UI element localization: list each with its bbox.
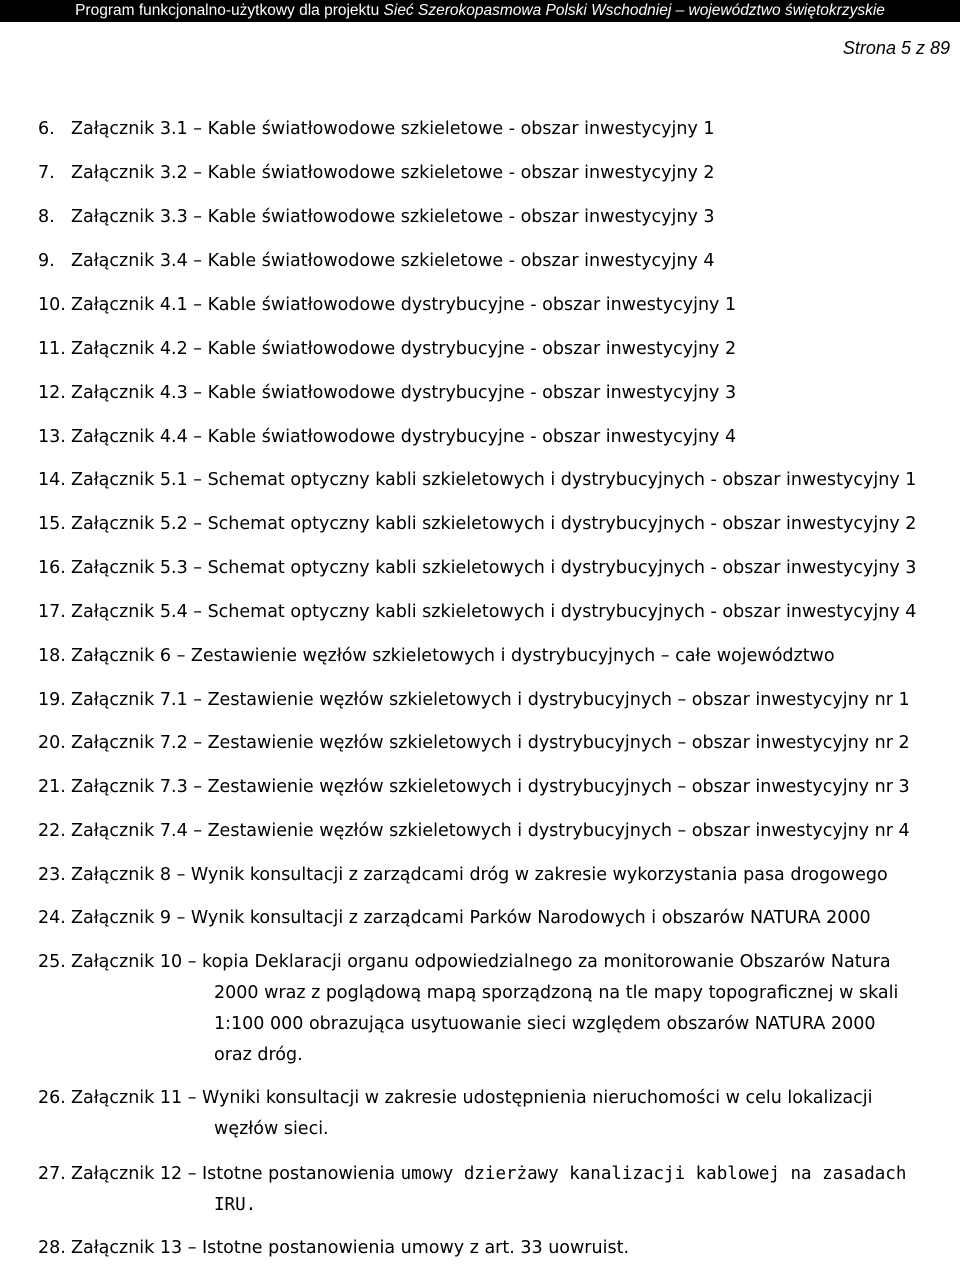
item-number: 9. (38, 251, 55, 271)
item-line: 2000 wraz z poglądową mapą sporządzoną na tle mapy topograficznej w skali (214, 983, 899, 1003)
page-number: Strona 5 z 89 (842, 38, 950, 58)
item-number: 10. (38, 295, 66, 315)
item-text: Załącznik 4.3 – Kable światłowodowe dystrybucyjne - obszar inwestycyjny 3 (71, 383, 737, 403)
item-number: 27. (38, 1164, 66, 1184)
item-text (71, 1159, 952, 1221)
item-number: 7. (38, 163, 55, 183)
item-text: Załącznik 4.4 – Kable światłowodowe dystrybucyjne - obszar inwestycyjny 4 (71, 427, 737, 447)
item-line (71, 1159, 952, 1190)
item-text: Załącznik 7.4 – Zestawienie węzłów szkieletowych i dystrybucyjnych – obszar inwestycyjny nr 4 (71, 821, 910, 841)
item-line: 1:100 000 obrazująca usytuowanie sieci względem obszarów NATURA 2000 (214, 1014, 876, 1034)
item-line: IRU. (214, 1195, 257, 1215)
item-text: Załącznik 13 – Istotne postanowienia umowy z art. 33 uowruist. (71, 1238, 630, 1258)
item-text: Załącznik 5.1 – Schemat optyczny kabli szkieletowych i dystrybucyjnych - obszar inwestycyjny 1 (71, 470, 917, 490)
item-line: Załącznik 10 – kopia Deklaracji organu odpowiedzialnego za monitorowanie Obszarów Natura (71, 952, 891, 972)
item-text: Załącznik 4.2 – Kable światłowodowe dystrybucyjne - obszar inwestycyjny 2 (71, 339, 737, 359)
item-number: 8. (38, 207, 55, 227)
item-number: 17. (38, 602, 66, 622)
item-number: 14. (38, 470, 66, 490)
item-lead: Załącznik 12 – Istotne postanowienia (71, 1164, 401, 1184)
item-text: Załącznik 7.3 – Zestawienie węzłów szkieletowych i dystrybucyjnych – obszar inwestycyjny nr 3 (71, 777, 910, 797)
item-text: Załącznik 4.1 – Kable światłowodowe dystrybucyjne - obszar inwestycyjny 1 (71, 295, 737, 315)
item-text: Załącznik 7.2 – Zestawienie węzłów szkieletowych i dystrybucyjnych – obszar inwestycyjny nr 2 (71, 733, 910, 753)
item-line: Załącznik 11 – Wyniki konsultacji w zakresie udostępnienia nieruchomości w celu lokalizacji (71, 1088, 873, 1108)
item-text: Załącznik 3.4 – Kable światłowodowe szkieletowe - obszar inwestycyjny 4 (71, 251, 715, 271)
item-number: 23. (38, 865, 66, 885)
item-number: 6. (38, 119, 55, 139)
item-number: 15. (38, 514, 66, 534)
item-text (71, 1083, 952, 1145)
item-number: 16. (38, 558, 66, 578)
item-number: 20. (38, 733, 66, 753)
item-number: 11. (38, 339, 66, 359)
item-text: Załącznik 3.2 – Kable światłowodowe szkieletowe - obszar inwestycyjny 2 (71, 163, 715, 183)
item-number: 26. (38, 1088, 66, 1108)
item-text: Załącznik 9 – Wynik konsultacji z zarządcami Parków Narodowych i obszarów NATURA 2000 (71, 908, 871, 928)
item-number: 24. (38, 908, 66, 928)
item-number: 22. (38, 821, 66, 841)
item-line: oraz dróg. (214, 1045, 303, 1065)
item-text: Załącznik 3.1 – Kable światłowodowe szkieletowe - obszar inwestycyjny 1 (71, 119, 715, 139)
item-number: 28. (38, 1238, 66, 1258)
item-number: 19. (38, 690, 66, 710)
item-text: Załącznik 3.3 – Kable światłowodowe szkieletowe - obszar inwestycyjny 3 (71, 207, 715, 227)
header-project-name: Sieć Szerokopasmowa Polski Wschodniej – województwo świętokrzyskie (383, 2, 885, 19)
item-line: węzłów sieci. (214, 1119, 329, 1139)
item-text: Załącznik 8 – Wynik konsultacji z zarządcami dróg w zakresie wykorzystania pasa drogowego (71, 865, 888, 885)
item-number: 18. (38, 646, 66, 666)
item-tail: umowy dzierżawy kanalizacji kablowej na zasadach (400, 1164, 907, 1184)
item-text: Załącznik 7.1 – Zestawienie węzłów szkieletowych i dystrybucyjnych – obszar inwestycyjny nr 1 (71, 690, 910, 710)
item-text: Załącznik 5.2 – Schemat optyczny kabli szkieletowych i dystrybucyjnych - obszar inwestycyjny 2 (71, 514, 917, 534)
item-number: 25. (38, 952, 66, 972)
item-text: Załącznik 5.3 – Schemat optyczny kabli szkieletowych i dystrybucyjnych - obszar inwestycyjny 3 (71, 558, 917, 578)
item-text: Załącznik 5.4 – Schemat optyczny kabli szkieletowych i dystrybucyjnych - obszar inwestycyjny 4 (71, 602, 917, 622)
item-number: 13. (38, 427, 66, 447)
header-prefix: Program funkcjonalno-użytkowy dla projektu (75, 2, 384, 19)
item-number: 12. (38, 383, 66, 403)
item-number: 21. (38, 777, 66, 797)
item-text: Załącznik 6 – Zestawienie węzłów szkieletowych i dystrybucyjnych – całe województwo (71, 646, 835, 666)
document-header (0, 0, 960, 22)
item-text (71, 947, 952, 1071)
